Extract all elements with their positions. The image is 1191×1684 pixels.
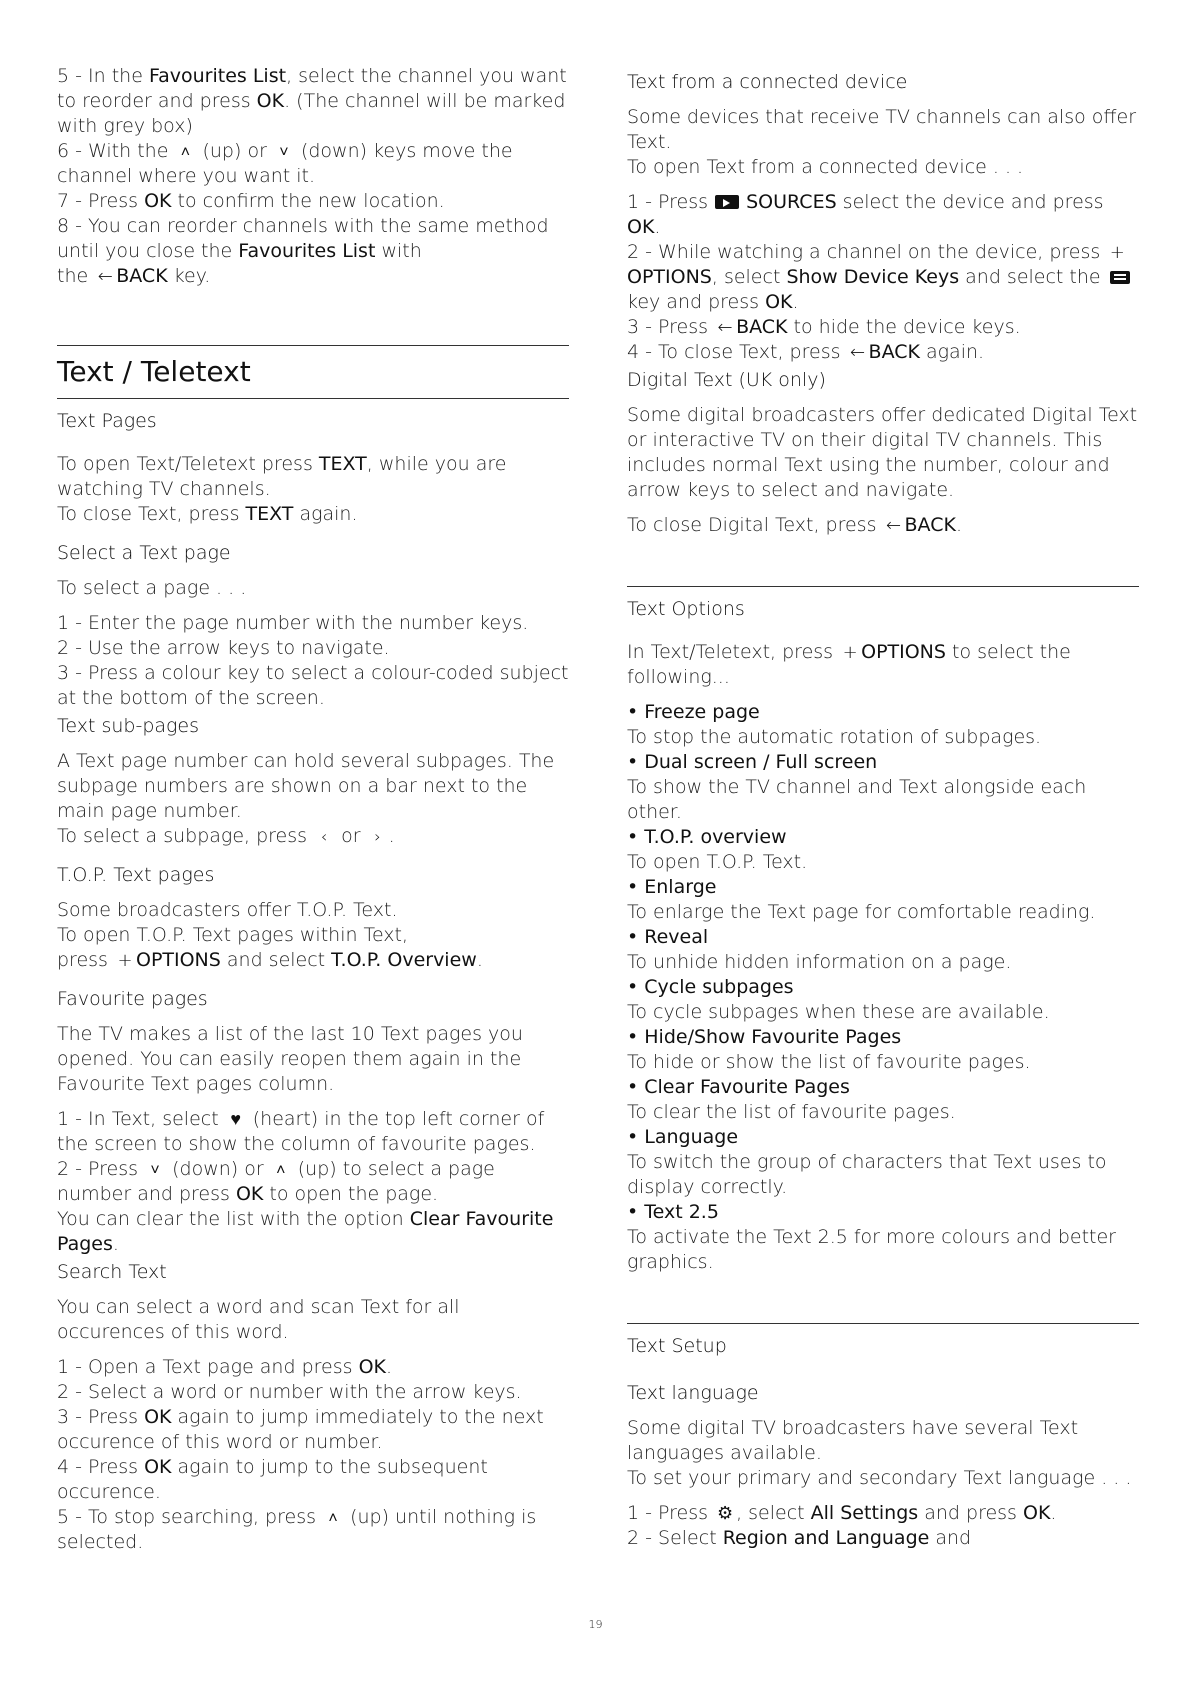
down-chevron-icon: ˅ bbox=[279, 142, 289, 161]
search-step-5: 5 - To stop searching, press ˄ (up) until nothing is selected. bbox=[57, 1506, 537, 1553]
option-name: • Reveal bbox=[627, 926, 709, 948]
section-divider bbox=[627, 586, 1139, 587]
up-chevron-icon: ˄ bbox=[180, 142, 191, 161]
option-desc: To unhide hidden information on a page. bbox=[627, 951, 1012, 973]
back-arrow-icon: ← bbox=[97, 266, 113, 287]
select-page-heading: Select a Text page bbox=[57, 542, 231, 564]
select-page-step-3: 3 - Press a colour key to select a colour-coded subject at the bottom of the screen. bbox=[57, 662, 569, 709]
language-step-2: 2 - Select Region and Language and bbox=[627, 1527, 972, 1549]
reorder-step-6: 6 - With the ˄ (up) or ˅ (down) keys move the channel where you want it. bbox=[57, 140, 513, 187]
connected-step-4: 4 - To close Text, press ← BACK again. bbox=[627, 341, 985, 363]
option-name: • Dual screen / Full screen bbox=[627, 751, 878, 773]
connected-step-2: 2 - While watching a channel on the device, press +OPTIONS, select Show Device Keys and select the key and press OK. bbox=[627, 240, 1139, 315]
language-body-1: Some digital TV broadcasters have several Text languages available. bbox=[627, 1417, 1079, 1464]
search-step-4: 4 - Press OK again to jump to the subsequent occurence. bbox=[57, 1456, 488, 1503]
top-pages-heading: T.O.P. Text pages bbox=[57, 864, 215, 886]
left-chevron-icon: ‹ bbox=[320, 827, 328, 846]
options-list bbox=[627, 700, 1139, 1275]
plus-icon: + bbox=[1109, 242, 1125, 263]
option-desc: To hide or show the list of favourite pages. bbox=[627, 1051, 1031, 1073]
option-name: • Freeze page bbox=[627, 701, 760, 723]
option-name: • Hide/Show Favourite Pages bbox=[627, 1026, 902, 1048]
connected-body-1: Some devices that receive TV channels can also offer Text. bbox=[627, 106, 1137, 153]
back-arrow-icon: ← bbox=[717, 317, 733, 338]
option-name: • Text 2.5 bbox=[627, 1201, 719, 1223]
text-pages-heading: Text Pages bbox=[57, 410, 157, 432]
connected-step-1: 1 - Press SOURCES select the device and press OK. bbox=[627, 191, 1104, 238]
fav-pages-step-2: 2 - Press ˅ (down) or ˄ (up) to select a page number and press OK to open the page. bbox=[57, 1158, 495, 1205]
gear-icon: ⚙ bbox=[717, 1503, 734, 1524]
options-heading: Text Options bbox=[627, 598, 745, 620]
page-number: 19 bbox=[588, 1618, 603, 1631]
digital-body: Some digital broadcasters offer dedicated Digital Text or interactive TV on their digital TV channels. This includes normal Text using the number, colour and arrow keys to select and navigate. bbox=[627, 404, 1138, 501]
heart-icon: ♥ bbox=[230, 1109, 242, 1130]
option-name: • T.O.P. overview bbox=[627, 826, 787, 848]
option-desc: To cycle subpages when these are available. bbox=[627, 1001, 1050, 1023]
search-step-3: 3 - Press OK again to jump immediately to the next occurence of this word or number. bbox=[57, 1406, 544, 1453]
plus-icon: + bbox=[842, 642, 858, 663]
fav-pages-body: The TV makes a list of the last 10 Text pages you opened. You can easily reopen them again in the Favourite Text pages column. bbox=[57, 1023, 523, 1095]
fav-pages-clear: You can clear the list with the option Clear Favourite Pages. bbox=[57, 1208, 554, 1255]
connected-step-3: 3 - Press ← BACK to hide the device keys. bbox=[627, 316, 1021, 338]
search-body: You can select a word and scan Text for all occurences of this word. bbox=[57, 1296, 460, 1343]
select-page-step-1: 1 - Enter the page number with the number keys. bbox=[57, 612, 529, 634]
option-name: • Language bbox=[627, 1126, 739, 1148]
select-page-intro: To select a page . . . bbox=[57, 577, 247, 599]
reorder-step-7: 7 - Press OK to confirm the new location. bbox=[57, 190, 445, 212]
up-chevron-icon: ˄ bbox=[328, 1508, 338, 1527]
reorder-step-5: 5 - In the Favourites List, select the channel you want to reorder and press OK. (The channel will be marked with grey box) bbox=[57, 65, 567, 137]
top-pages-line-2: To open T.O.P. Text pages within Text, bbox=[57, 924, 409, 946]
section-divider bbox=[627, 1323, 1139, 1324]
section-title: Text / Teletext bbox=[57, 355, 251, 388]
option-desc: To switch the group of characters that Text uses to display correctly. bbox=[627, 1151, 1107, 1198]
section-divider bbox=[57, 398, 569, 399]
connected-body-2: To open Text from a connected device . . . bbox=[627, 156, 1024, 178]
top-pages-line-1: Some broadcasters offer T.O.P. Text. bbox=[57, 899, 398, 921]
option-desc: To activate the Text 2.5 for more colours and better graphics. bbox=[627, 1226, 1116, 1273]
search-heading: Search Text bbox=[57, 1261, 167, 1283]
reorder-step-8: 8 - You can reorder channels with the same method until you close the Favourites List with the ← BACK key. bbox=[57, 215, 549, 287]
down-chevron-icon: ˅ bbox=[150, 1160, 160, 1179]
right-column bbox=[627, 70, 1139, 1551]
right-chevron-icon: › bbox=[374, 827, 381, 846]
fav-pages-heading: Favourite pages bbox=[57, 988, 208, 1010]
option-desc: To enlarge the Text page for comfortable reading. bbox=[627, 901, 1096, 923]
back-arrow-icon: ← bbox=[849, 342, 866, 363]
back-arrow-icon: ← bbox=[885, 515, 902, 536]
text-pages-close: To close Text, press TEXT again. bbox=[57, 503, 358, 525]
top-pages-line-3: press + OPTIONS and select T.O.P. Overview. bbox=[57, 949, 483, 971]
connected-heading: Text from a connected device bbox=[627, 71, 908, 93]
sub-pages-heading: Text sub-pages bbox=[57, 715, 200, 737]
language-step-1: 1 - Press ⚙ , select All Settings and press OK. bbox=[627, 1502, 1057, 1524]
sub-pages-select: To select a subpage, press ‹ or › . bbox=[57, 825, 395, 847]
device-keys-icon bbox=[1107, 265, 1133, 290]
plus-icon: + bbox=[117, 950, 133, 971]
sub-pages-body: A Text page number can hold several subpages. The subpage numbers are shown on a bar next to the main page number. bbox=[57, 750, 555, 822]
up-chevron-icon: ˄ bbox=[276, 1160, 286, 1179]
fav-pages-step-1: 1 - In Text, select ♥ (heart) in the top left corner of the screen to show the column of favourite pages. bbox=[57, 1108, 545, 1155]
option-desc: To stop the automatic rotation of subpages. bbox=[627, 726, 1042, 748]
options-intro: In Text/Teletext, press + OPTIONS to select the following... bbox=[627, 641, 1071, 688]
digital-heading: Digital Text (UK only) bbox=[627, 369, 826, 391]
search-step-1: 1 - Open a Text page and press OK. bbox=[57, 1356, 393, 1378]
search-step-2: 2 - Select a word or number with the arrow keys. bbox=[57, 1381, 522, 1403]
sources-icon bbox=[714, 190, 740, 215]
setup-heading: Text Setup bbox=[627, 1335, 727, 1357]
select-page-step-2: 2 - Use the arrow keys to navigate. bbox=[57, 637, 390, 659]
left-column bbox=[57, 64, 569, 1555]
option-desc: To open T.O.P. Text. bbox=[627, 851, 808, 873]
option-desc: To clear the list of favourite pages. bbox=[627, 1101, 956, 1123]
language-body-2: To set your primary and secondary Text language . . . bbox=[627, 1467, 1132, 1489]
option-name: • Cycle subpages bbox=[627, 976, 794, 998]
option-name: • Enlarge bbox=[627, 876, 717, 898]
text-pages-open: To open Text/Teletext press TEXT, while you are watching TV channels. bbox=[57, 453, 507, 500]
option-name: • Clear Favourite Pages bbox=[627, 1076, 850, 1098]
option-desc: To show the TV channel and Text alongside each other. bbox=[627, 776, 1087, 823]
digital-close: To close Digital Text, press ← BACK. bbox=[627, 514, 962, 536]
language-heading: Text language bbox=[627, 1382, 759, 1404]
